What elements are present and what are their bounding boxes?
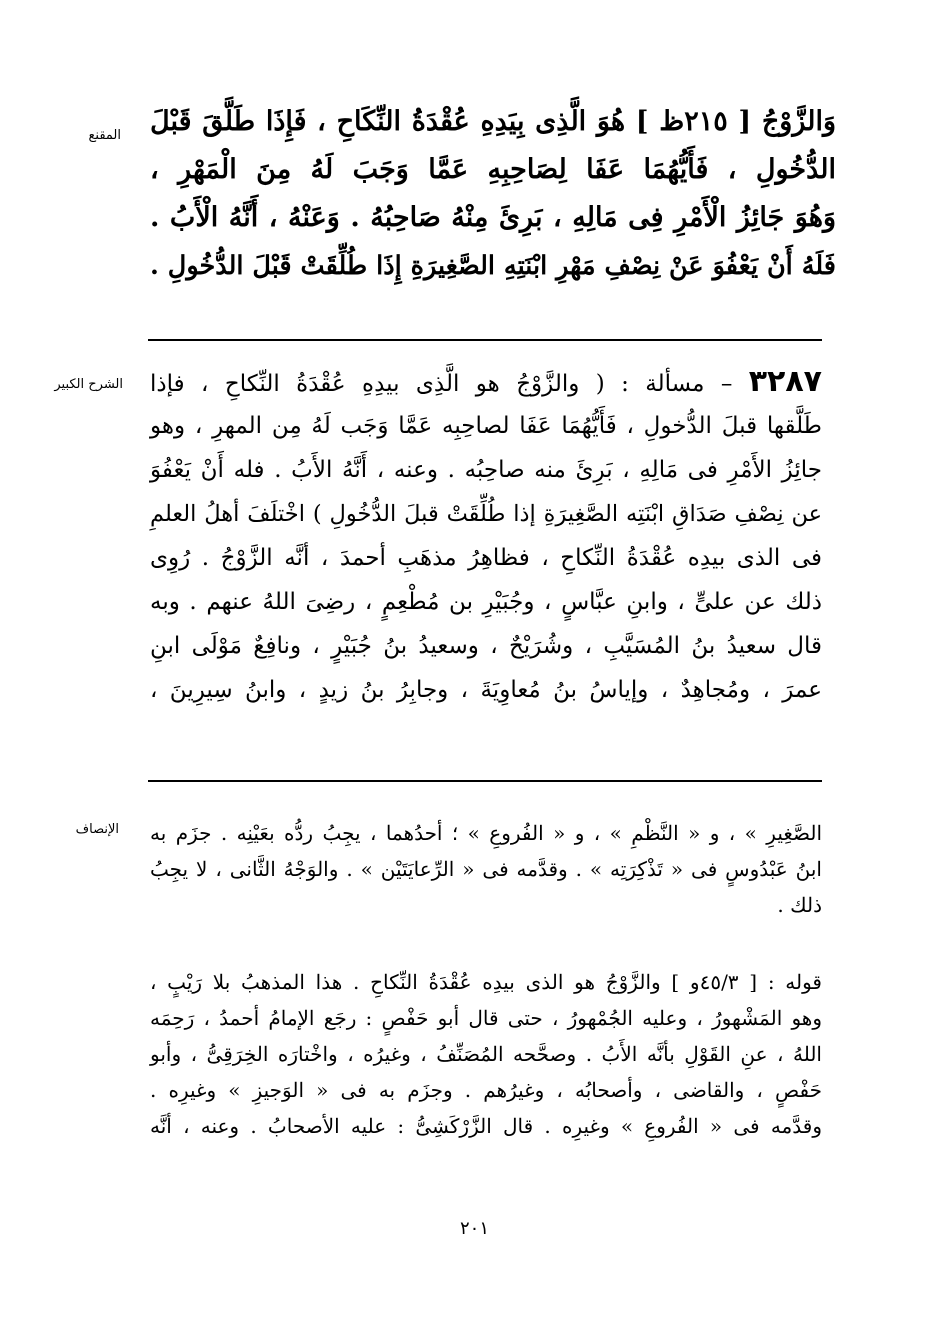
insaf-line: قوله : [ ٤٥/٣و ] والزَّوْجُ هو الذى بيدِه عُقْدَةُ النِّكاحِ . هذا المذهبُ بلا رَيْبٍ ،: [150, 970, 822, 994]
section-divider: [148, 339, 822, 341]
sharh-line: فى الذى بيدِه عُقْدَةُ النِّكاحِ ، فظاهِرُ مذهَبِ أحمدَ ، أنَّه الزَّوْجُ . رُوِى: [150, 545, 822, 571]
insaf-line: ذلك .: [777, 893, 822, 917]
sharh-line: عن نِصْفِ صَدَاقِ ابْنَتِه الصَّغِيرَةِ إذا طُلِّقَتْ قبلَ الدُّخُولِ ) اخْتلَفَ أهلُ العلمِ: [150, 501, 822, 527]
section-label-muqni: المقنع: [88, 128, 121, 143]
insaf-line: وقدَّمه فى « الفُروعِ » وغيرِه . قال الزَّرْكَشِىُّ : عليه الأصحابُ . وعنه ، أنَّه: [150, 1114, 822, 1138]
sharh-line: عمرَ ، ومُجاهِدٌ ، وإياسُ بنُ مُعاوِيَةَ ، وجابِرُ بنُ زيدٍ ، وابنُ سِيرِينَ ،: [150, 677, 822, 703]
sharh-line: ذلك عن علىٍّ ، وابنِ عبَّاسٍ ، وجُبَيْرِ بن مُطْعِمٍ ، رضِىَ اللهُ عنهم . وبه: [150, 589, 822, 615]
muqni-line: فَلَهُ أَنْ يَعْفُوَ عَنْ نِصْفِ مَهْرِ ابْنَتِهِ الصَّغِيرَةِ إِذَا طُلِّقَتْ قَبْلَ الدُّخُولِ .: [150, 251, 836, 281]
insaf-line: ابنُ عَبْدُوسٍ فى « تَذْكِرَتِه » . وقدَّمه فى « الرِّعايَتَيْن » . والوَجْهُ الثَّانى ، لا يجِبُ: [150, 857, 822, 881]
insaf-line: وهو المَشْهورُ ، وعليه الجُمْهورُ ، حتى قال أبو حَفْصٍ : رجَع الإمامُ أحمدُ ، رَحِمَه: [150, 1006, 822, 1030]
insaf-line: الصَّغِيرِ » ، و « النَّظْمِ » ، و « الفُروعِ » ؛ أحدُهما ، يجِبُ ردُّه بعَيْنِه . جزَم به: [150, 821, 822, 845]
section-label-sharh: الشرح الكبير: [54, 377, 123, 392]
sharh-line: قال سعيدُ بنُ المُسَيَّبِ ، وشُرَيْحٌ ، وسعيدُ بنُ جُبَيْرٍ ، ونافِعٌ مَوْلَى ابنِ: [150, 633, 822, 659]
insaf-line: حَفْصٍ ، والقاضى ، وأصحابُه ، وغيرُهم . وجزَم به فى « الوَجيزِ » وغيرِه .: [150, 1078, 822, 1102]
sharh-first-text: – مسألة : ( والزَّوْجُ هو الَّذِى بيدِهِ عُقْدَةُ النِّكاحِ ، فإذا: [150, 371, 749, 397]
muqni-text-block: [150, 98, 836, 290]
insaf-line: اللهُ ، عنِ القَوْلِ بأنَّه الأَبُ . وصحَّحه المُصَنِّفُ ، وغيرُه ، واخْتارَه الخِرَقِىُّ ، وأبو: [150, 1042, 822, 1066]
insaf-text-block-2: [150, 964, 822, 1144]
sharh-text-block: [150, 360, 822, 712]
sharh-line-first: [150, 360, 822, 404]
section-label-insaf: الإنصاف: [75, 822, 119, 837]
muqni-line: وَالزَّوْجُ [ ٢١٥ظ ] هُوَ الَّذِى بِيَدِهِ عُقْدَةُ النِّكَاحِ ، فَإِذَا طَلَّقَ قَبْلَ: [150, 106, 836, 137]
muqni-line: الدُّخُولِ ، فَأَيُّهُمَا عَفَا لِصَاحِبِهِ عَمَّا وَجَبَ لَهُ مِنَ الْمَهْرِ ،: [150, 154, 836, 185]
sharh-line: طَلَّقها قبلَ الدُّخولِ ، فَأَيُّهُمَا عَفَا لصاحِبِه عَمَّا وَجَب لَهُ مِن المهرِ ، وهو: [150, 413, 822, 439]
issue-number: ٣٢٨٧: [748, 364, 822, 399]
section-divider: [148, 780, 822, 782]
sharh-line: جائِزُ الأَمْرِ فى مَالِهِ ، بَرِئَ منه صاحِبُه . وعنه ، أَنَّهُ الأَبُ . فله أَنْ يَعْفُوَ: [150, 457, 822, 483]
muqni-line: وَهُوَ جَائِزُ الْأَمْرِ فِى مَالِهِ ، بَرِئَ مِنْهُ صَاحِبُهُ . وَعَنْهُ ، أَنَّهُ الْأَبُ .: [150, 202, 836, 233]
page-number: ٢٠١: [459, 1218, 489, 1239]
insaf-text-block-1: [150, 815, 822, 923]
